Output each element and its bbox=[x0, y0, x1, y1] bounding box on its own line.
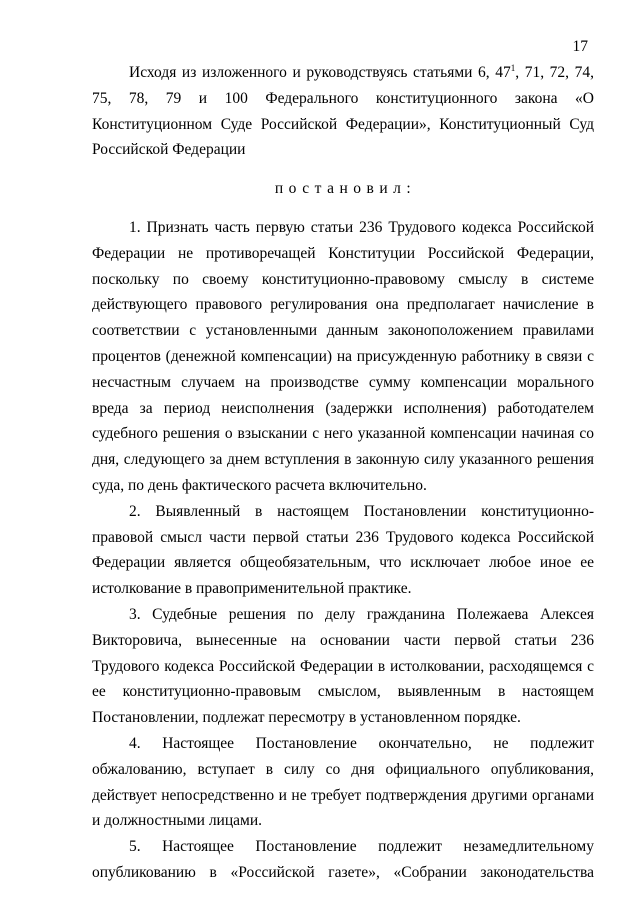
resolution-item-5: 5. Настоящее Постановление подлежит незамедлительному опубликованию в «Российской газете», «Собрании законодательства bbox=[92, 838, 594, 881]
spacer bbox=[92, 163, 594, 176]
intro-text-continued: , 71, 72, 74, 75, 78, 79 и 100 Федерального конституционного закона «О Конституционном Суде Российской Федерации», Конституционный Суд Российской Федерации bbox=[92, 64, 594, 159]
intro-text: Исходя из изложенного и руководствуясь статьями 6, 47 bbox=[129, 64, 511, 81]
document-body bbox=[92, 60, 594, 886]
intro-paragraph bbox=[92, 60, 594, 163]
resolution-heading: постановил: bbox=[274, 180, 417, 198]
spacer bbox=[92, 202, 594, 215]
page-number: 17 bbox=[572, 38, 588, 55]
resolution-item-4: 4. Настоящее Постановление окончательно, не подлежит обжалованию, вступает в силу со дня официального опубликования, действует непосредственно и не требует подтверждения другими органами и должностными лицами. bbox=[92, 734, 594, 830]
resolution-item-3: 3. Судебные решения по делу гражданина Полежаева Алексея Викторовича, вынесенные на основании части первой статьи 236 Трудового кодекса Российской Федерации в истолковании, расходящемся с ее конституционно-правовым смыслом, выявленным в настоящем Постановлении, подлежат пересмотру в установленном порядке. bbox=[92, 605, 594, 727]
resolution-item-1: 1. Признать часть первую статьи 236 Трудового кодекса Российской Федерации не противоречащей Конституции Российской Федерации, поскольку по своему конституционно-правовому смыслу в системе действующего правового регулирования она предполагает начисление в соответствии с установленными данным законоположением правилами процентов (денежной компенсации) на присужденную работнику в связи с несчастным случаем на производстве сумму компенсации морального вреда за период неисполнения (задержки исполнения) работодателем судебного решения о взыскании с него указанной компенсации начиная со дня, следующего за днем вступления в законную силу указанного решения суда, по день фактического расчета включительно. bbox=[92, 218, 594, 494]
resolution-item-2: 2. Выявленный в настоящем Постановлении конституционно-правовой смысл части первой статьи 236 Трудового кодекса Российской Федерации является общеобязательным, что исключает любое иное ее истолкование в правоприменительной практике. bbox=[92, 502, 594, 598]
article-superscript: 1 bbox=[510, 63, 516, 73]
